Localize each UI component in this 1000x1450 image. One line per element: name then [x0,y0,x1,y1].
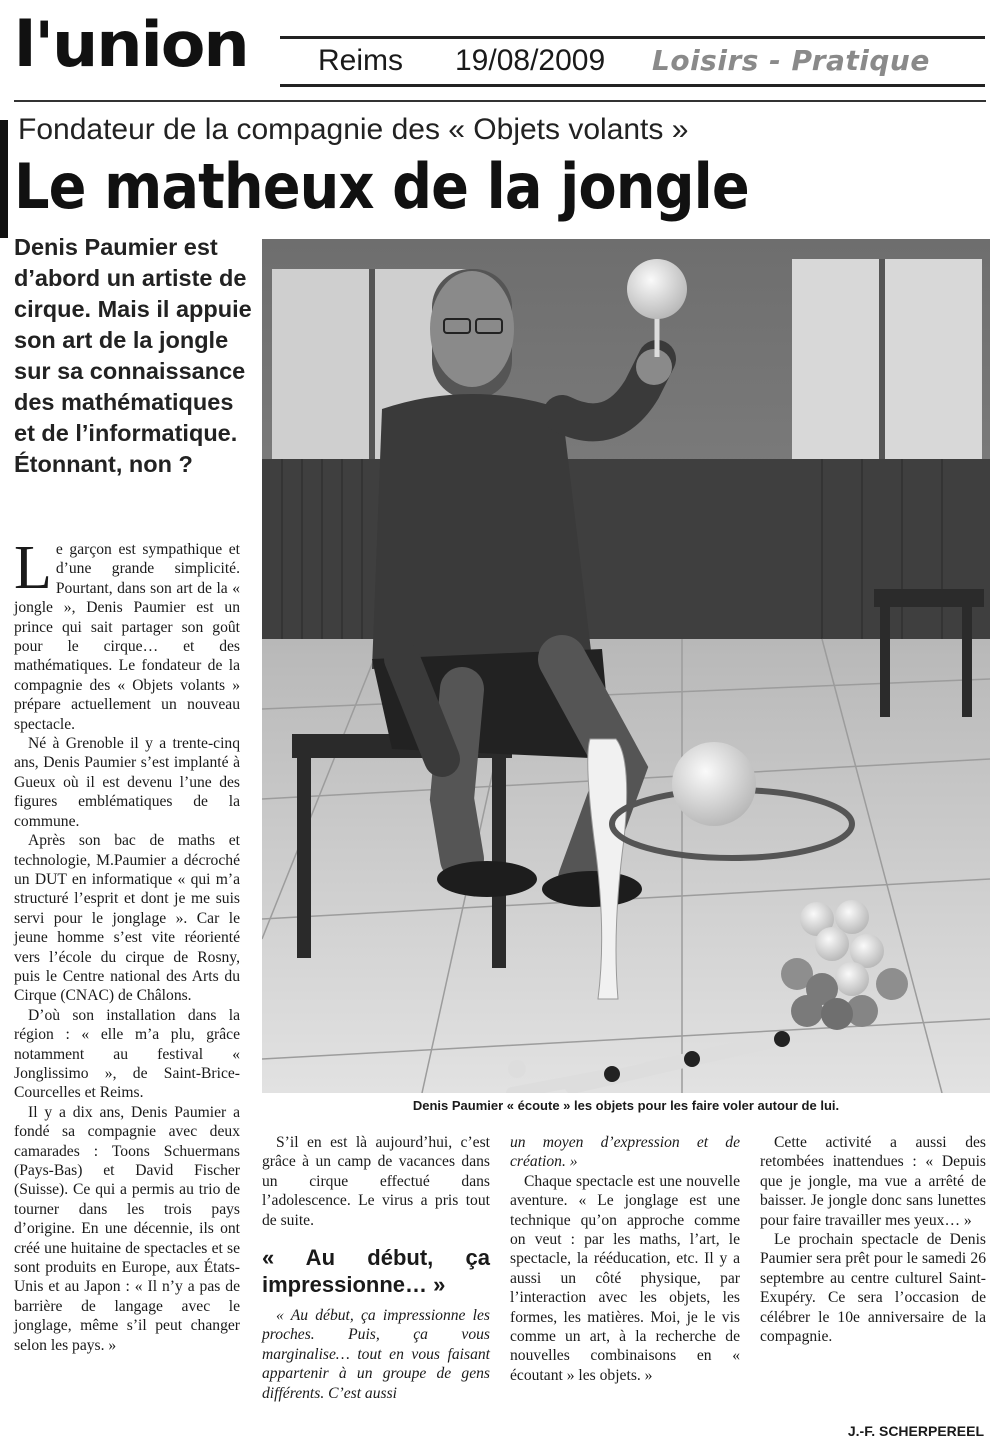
photo-caption: Denis Paumier « écoute » les objets pour les faire voler autour de lui. [412,1098,840,1113]
section-name: Loisirs - Pratique [652,44,930,77]
headline-bar [0,120,8,238]
article-photo [262,239,990,1093]
masthead [0,0,1000,100]
article-lede: Denis Paumier est d’abord un artiste de cirque. Mais il appuie son art de la jongle sur sa connaissance des mathématiques et de l’informatique. Étonnant, non ? [14,234,252,477]
article-column-1 [14,534,240,1355]
article-column-4 [760,1133,986,1346]
paragraph: Après son bac de maths et technologie, M.Paumier a décroché un DUT en informatique « qui m’a structuré l’esprit et dont je me suis servi pour le jonglage ». Car le jeune homme s’est vite réorienté vers l’école du cirque de Rosny, puis le Centre national des Arts du Cirque (CNAC) de Châlons. [14,832,240,1005]
masthead-divider [14,100,986,102]
paragraph: Il y a dix ans, Denis Paumier a fondé sa compagnie avec deux camarades : Toons Schuermans (Pays-Bas) et David Fischer (Suisse). Ce qui a permis au trio de tourner dans les trois pays d’origine. En une décennie, ils ont créé une huitaine de spectacles et se sont produits en Europe, aux États-Unis et au Japon : « Il n’y a pas de barrière de langage avec le jonglage, même s’il peut changer selon les pays. » [14,1103,240,1354]
article-column-3 [510,1133,740,1385]
article-kicker: Fondateur de la compagnie des « Objets volants » [18,113,689,146]
article-column-2 [262,1133,490,1403]
paragraph: Le prochain spectacle de Denis Paumier sera prêt pour le samedi 26 septembre au centre culturel Saint-Exupéry. Ce sera l’occasion de célébrer le 10e anniversaire de la compagnie. [760,1231,986,1346]
paragraph: D’où son installation dans la région : « elle m’a plu, grâce notamment au festival « Jonglissimo », de Saint-Brice-Courcelles et Reims. [14,1006,240,1102]
edition-date: 19/08/2009 [455,44,606,77]
newspaper-logo: l'union [14,8,248,81]
edition-city: Reims [318,44,404,77]
drop-cap: L [14,534,52,602]
juggler-photo [262,239,990,1093]
paragraph: Le garçon est sympathique et d’une grande simplicité. Pourtant, dans son art de la « jongle », Denis Paumier est un prince qui sait partager son goût pour le cirque… et des mathématiques. Le fondateur de la compagnie des « Objets volants » prépare actuellement un nouveau spectacle. [14,534,240,733]
paragraph: « Au début, ça impressionne les proches. Puis, ça vous marginalise… tout en vous faisant appartenir à un groupe de gens différents. C’est aussi [262,1307,490,1402]
author-signature: J.-F. SCHERPEREEL [847,1423,984,1439]
paragraph: un moyen d’expression et de création. » [510,1134,740,1171]
paragraph: Né à Grenoble il y a trente-cinq ans, Denis Paumier s’est implanté à Gueux où il est devenu l’une des figures emblématiques de la commune. [14,735,240,830]
paragraph: Chaque spectacle est une nouvelle aventure. « Le jonglage est une technique qu’on approche comme on veut : par les maths, l’art, le spectacle, la rééducation, etc. Il y a aussi un côté physique, par l’interaction avec les objets, les formes, les matières. Moi, je le vis comme un art, à la recherche de nouvelles combinaisons en « écoutant » les objets. » [510,1172,740,1384]
article-headline: Le matheux de la jongle [14,150,749,223]
paragraph: Cette activité a aussi des retombées inattendues : « Depuis que je jongle, ma vue a arrêté de baisser. Je jongle donc sans lunettes pour faire travailler mes yeux… » [760,1134,986,1229]
paragraph: S’il en est là aujourd’hui, c’est grâce à un camp de vacances dans un cirque effectué dans l’adolescence. Le virus a pris tout de suite. [262,1134,490,1229]
article-subhead: « Au début, ça impressionne… » [262,1245,490,1298]
header-rule-bottom [280,84,985,87]
header-rule-top [280,36,985,39]
